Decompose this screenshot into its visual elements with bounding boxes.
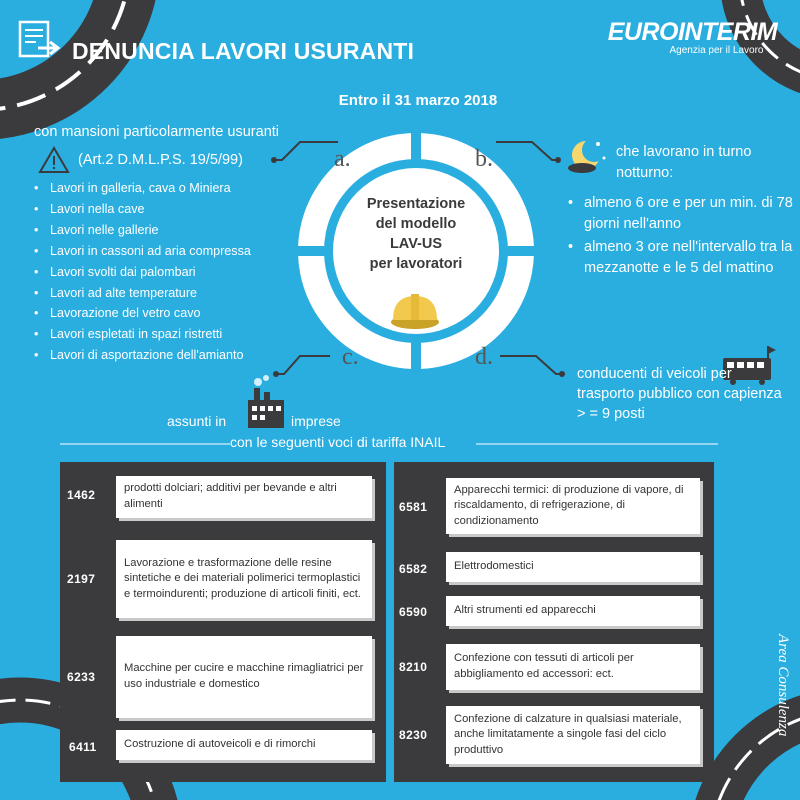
center-line: Presentazione (366, 196, 466, 212)
center-line: per lavoratori (369, 256, 463, 272)
section-b-list (566, 193, 796, 279)
section-c-subline: con le seguenti voci di tariffa INAIL (230, 434, 446, 450)
sidebar-label (753, 630, 793, 800)
section-a-heading: con mansioni particolarmente usuranti (34, 124, 280, 140)
tariff-code: 1462 (67, 488, 96, 502)
tariff-desc: Costruzione di autoveicoli e di rimorchi (116, 730, 372, 760)
deadline-text: Entro il 31 marzo 2018 (338, 92, 498, 109)
letter-d: d. (475, 344, 493, 370)
tariff-desc: Apparecchi termici: di produzione di vapore, di riscaldamento, di refrigerazione, di condizionamento (446, 478, 700, 534)
list-item: • almeno 3 ore nell'intervallo tra la mezzanotte e le 5 del mattino (566, 237, 796, 279)
tariff-desc: Lavorazione e trasformazione delle resine sintetiche e dei materiali polimerici termoplastici e termoindurenti; produzione di articoli finiti, ect. (116, 540, 372, 618)
tariff-code: 8230 (399, 728, 428, 742)
brand-name: EUROINTERIM (607, 18, 778, 46)
tariff-code: 6590 (399, 605, 428, 619)
list-item: • Lavori ad alte temperature (32, 283, 322, 304)
list-item: • Lavorazione del vetro cavo (32, 303, 322, 324)
tariff-code: 6411 (69, 740, 97, 754)
tariff-code: 6582 (399, 562, 428, 576)
section-c-text-after: imprese (291, 413, 341, 429)
moon-night-icon (568, 138, 606, 173)
list-item: • Lavori di asportazione dell'amianto (32, 345, 322, 366)
tariff-code: 2197 (67, 572, 96, 586)
letter-c: c. (342, 344, 359, 370)
list-item: • Lavori in cassoni ad aria compressa (32, 241, 322, 262)
center-line: LAV-US (389, 236, 443, 252)
center-line: del modello (375, 216, 457, 232)
brand-tagline: Agenzia per il Lavoro (669, 45, 764, 56)
tariff-desc: Altri strumenti ed apparecchi (446, 596, 700, 626)
tariff-desc: Confezione di calzature in qualsiasi materiale, anche limitatamente a singole fasi del ciclo produttivo (446, 706, 700, 764)
section-b-heading: che lavorano in turno notturno: (616, 144, 752, 181)
letter-b: b. (475, 146, 493, 172)
section-a-reference: (Art.2 D.M.L.P.S. 19/5/99) (78, 152, 243, 168)
page-title: DENUNCIA LAVORI USURANTI (72, 38, 415, 64)
tariff-code: 8210 (399, 660, 428, 674)
tariff-code: 6581 (399, 500, 428, 514)
letter-a: a. (334, 146, 351, 172)
section-a-list (32, 178, 322, 366)
tariff-code: 6233 (67, 670, 96, 684)
section-c-text-before: assunti in (167, 413, 227, 429)
list-item: • almeno 6 ore e per un min. di 78 giorni nell'anno (566, 193, 796, 235)
tariff-desc: Macchine per cucire e macchine rimagliatrici per uso industriale e domestico (116, 636, 372, 718)
warning-icon (40, 148, 68, 172)
list-item: • Lavori espletati in spazi ristretti (32, 324, 322, 345)
list-item: • Lavori nelle gallerie (32, 220, 322, 241)
factory-icon (248, 375, 284, 428)
list-item: • Lavori svolti dai palombari (32, 262, 322, 283)
center-title (345, 194, 487, 274)
sidebar-text: Area Consulenza (775, 634, 791, 737)
list-item: • Lavori nella cave (32, 199, 322, 220)
tariff-desc: Elettrodomestici (446, 552, 700, 582)
tariff-desc: prodotti dolciari; additivi per bevande e altri alimenti (116, 476, 372, 518)
section-d-text: conducenti di veicoli per trasporto pubblico con capienza > = 9 posti (577, 366, 782, 422)
tariff-desc: Confezione con tessuti di articoli per abbigliamento ed accessori: ect. (446, 644, 700, 690)
list-item: • Lavori in galleria, cava o Miniera (32, 178, 322, 199)
